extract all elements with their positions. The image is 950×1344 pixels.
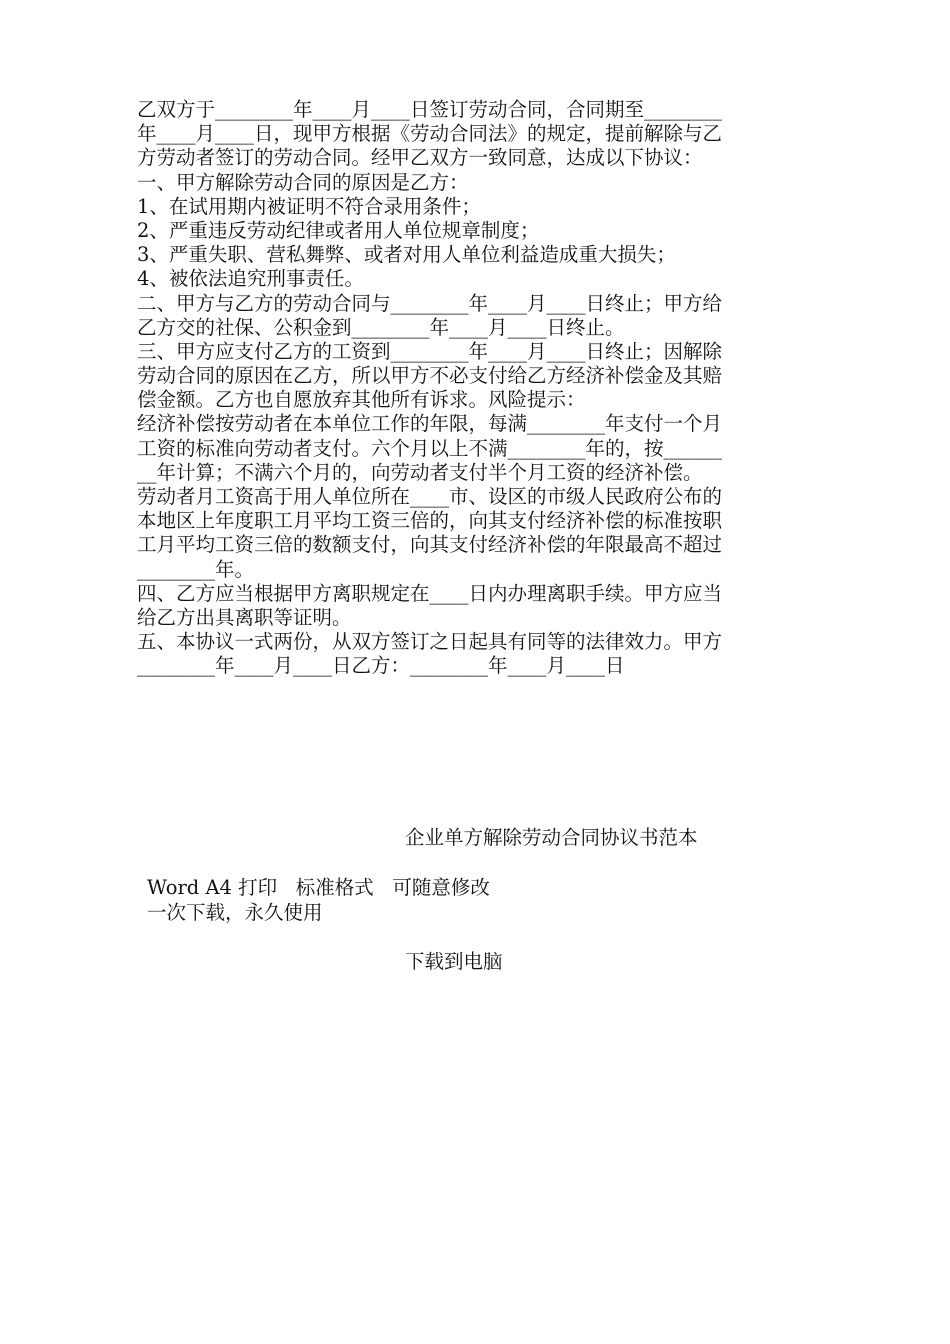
body-line: 二、甲方与乙方的劳动合同与________年____月____日终止；甲方给 — [137, 291, 723, 315]
body-line: 2、严重违反劳动纪律或者用人单位规章制度； — [137, 218, 540, 242]
body-line: 年____月____日，现甲方根据《劳动合同法》的规定，提前解除与乙 — [137, 122, 723, 146]
body-line: 给乙方出具离职等证明。 — [137, 605, 352, 629]
download-link[interactable]: 下载到电脑 — [405, 950, 503, 973]
body-line: 经济补偿按劳动者在本单位工作的年限，每满________年支付一个月 — [137, 412, 723, 436]
body-line: 4、被依法追究刑事责任。 — [137, 267, 364, 291]
body-line: 3、严重失职、营私舞弊、或者对用人单位利益造成重大损失； — [137, 243, 676, 267]
body-line: 一、甲方解除劳动合同的原因是乙方： — [137, 170, 469, 194]
body-line: 乙双方于________年____月____日签订劳动合同，合同期至________ — [137, 98, 723, 121]
body-line: 偿金额。乙方也自愿放弃其他所有诉求。风险提示： — [137, 388, 586, 412]
body-line: 三、甲方应支付乙方的工资到________年____月____日终止；因解除 — [137, 339, 723, 363]
template-features: Word A4 打印 标准格式 可随意修改 — [147, 876, 490, 899]
body-line: 四、乙方应当根据甲方离职规定在____日内办理离职手续。甲方应当 — [137, 581, 723, 605]
body-line: 五、本协议一式两份，从双方签订之日起具有同等的法律效力。甲方 — [137, 630, 723, 654]
template-title: 企业单方解除劳动合同协议书范本 — [405, 826, 698, 849]
body-line: __年计算；不满六个月的，向劳动者支付半个月工资的经济补偿。 — [137, 460, 703, 484]
body-line: 劳动合同的原因在乙方，所以甲方不必支付给乙方经济补偿金及其赔 — [137, 364, 723, 388]
body-line: ________年。 — [137, 557, 255, 581]
body-line: 1、在试用期内被证明不符合录用条件； — [137, 194, 481, 218]
body-line: 方劳动者签订的劳动合同。经甲乙双方一致同意，达成以下协议： — [137, 146, 703, 170]
agreement-body — [137, 98, 817, 679]
template-usage-note: 一次下载，永久使用 — [147, 901, 323, 924]
body-line: ________年____月____日乙方：________年____月____日 — [137, 654, 625, 678]
body-line: 本地区上年度职工月平均工资三倍的，向其支付经济补偿的标准按职 — [137, 509, 723, 533]
body-line: 工月平均工资三倍的数额支付，向其支付经济补偿的年限最高不超过 — [137, 533, 723, 557]
body-line: 劳动者月工资高于用人单位所在____市、设区的市级人民政府公布的 — [137, 485, 723, 508]
body-line: 乙方交的社保、公积金到________年____月____日终止。 — [137, 315, 625, 339]
body-line: 工资的标准向劳动者支付。六个月以上不满________年的，按______ — [137, 436, 723, 460]
